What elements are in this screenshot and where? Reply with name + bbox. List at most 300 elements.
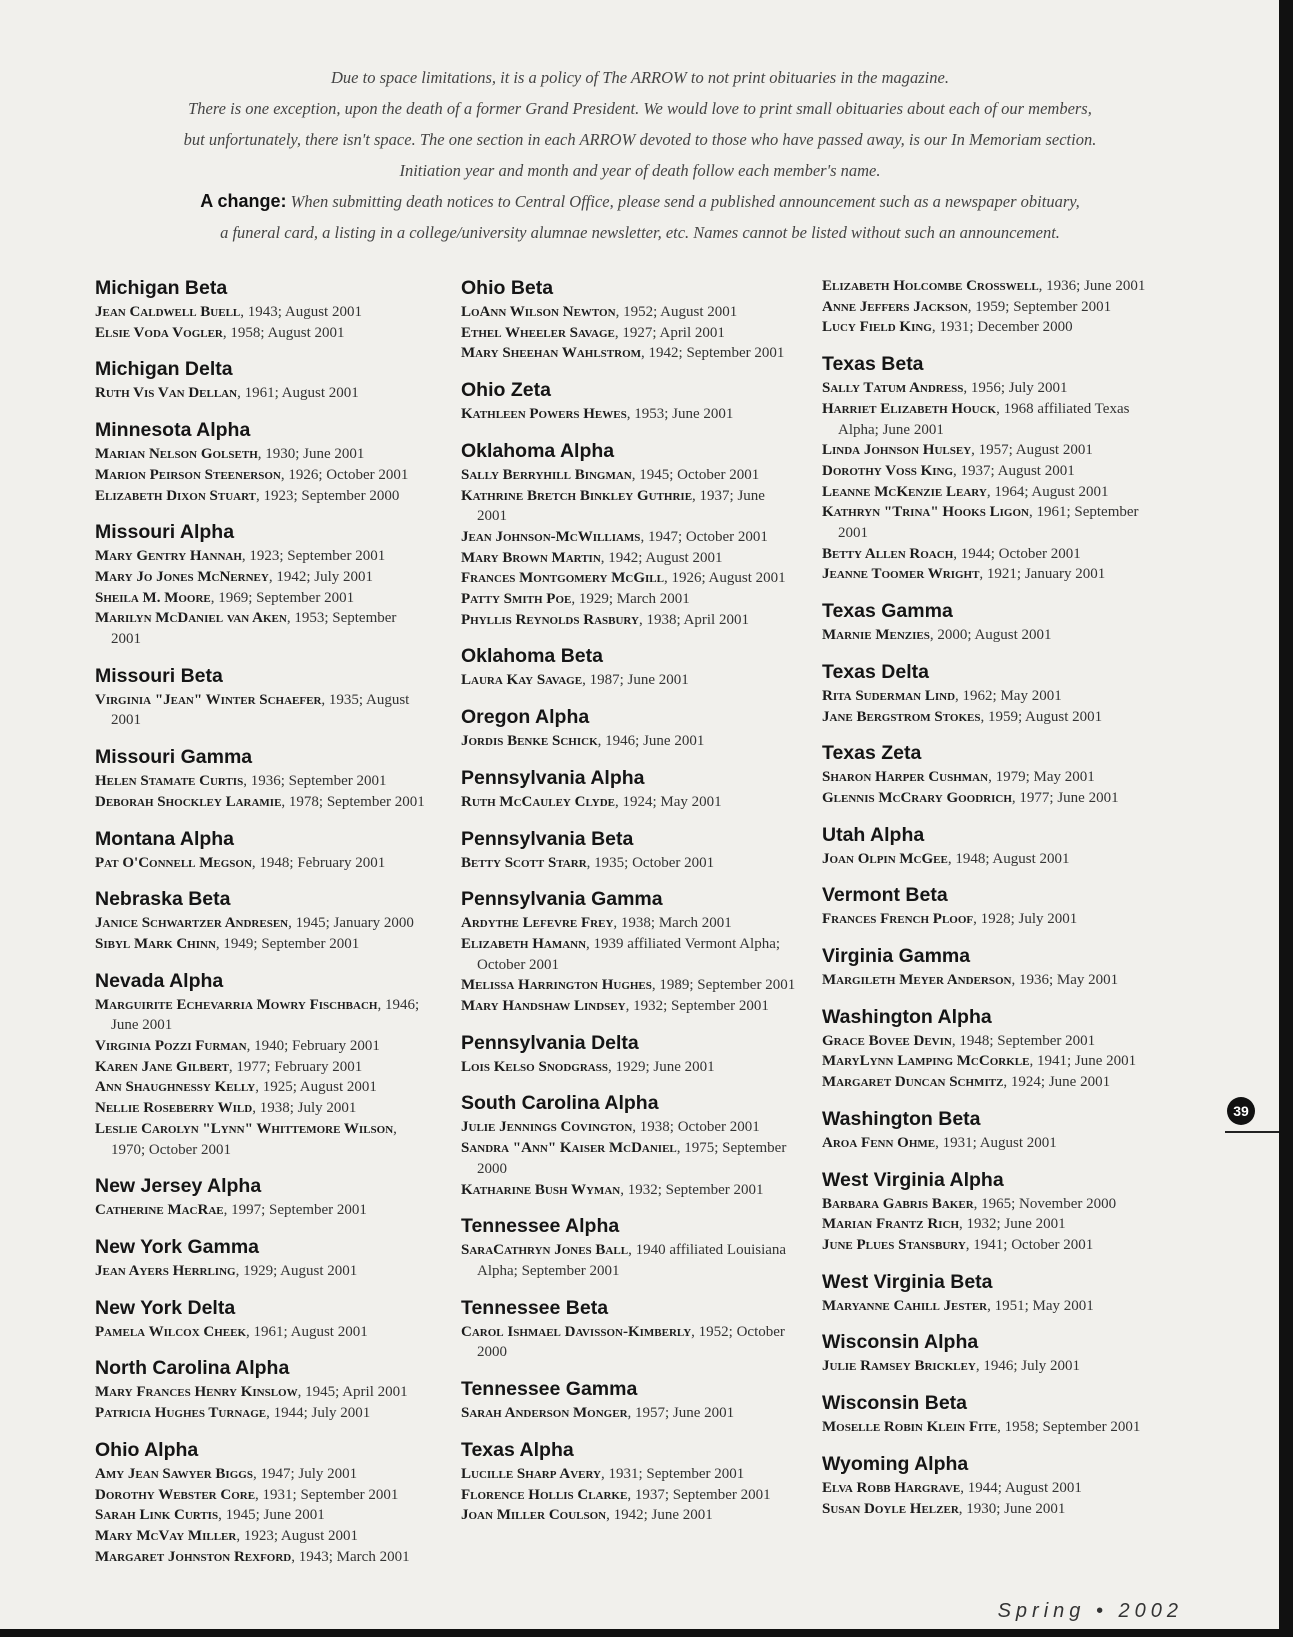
member-detail: , 1932; September 2001 xyxy=(625,998,769,1015)
member-detail: , 1941; June 2001 xyxy=(1029,1053,1137,1070)
member-detail: , 1952; October 2000 xyxy=(477,1323,785,1361)
chapter-title: Wisconsin Beta xyxy=(822,1392,968,1415)
chapter-section xyxy=(95,418,425,506)
member-detail: , 1953; June 2001 xyxy=(626,406,734,423)
member-entry xyxy=(461,548,796,569)
member-entry xyxy=(461,1117,796,1138)
chapter-section xyxy=(95,1356,425,1423)
member-name: Mary Brown Martin xyxy=(461,549,601,566)
member-entry xyxy=(461,1403,796,1424)
member-detail: , 1942; June 2001 xyxy=(606,1507,713,1524)
member-name: Mary McVay Miller xyxy=(95,1527,237,1544)
chapter-section xyxy=(822,599,1162,646)
chapter-title: Missouri Gamma xyxy=(95,746,253,769)
member-entry xyxy=(95,465,425,486)
member-detail: , 1938; October 2001 xyxy=(632,1119,760,1136)
member-detail: , 1931; December 2000 xyxy=(931,319,1073,336)
member-name: Kathryn "Trina" Hooks Ligon xyxy=(822,504,1029,521)
page-edge-bottom xyxy=(0,1629,1293,1637)
member-name: Marion Peirson Steenerson xyxy=(95,466,281,483)
member-name: Leanne McKenzie Leary xyxy=(822,483,987,500)
member-entry xyxy=(822,1478,1162,1499)
member-detail: , 1936; May 2001 xyxy=(1011,972,1119,989)
member-detail: , 1948; September 2001 xyxy=(951,1032,1096,1049)
member-name: Betty Scott Starr xyxy=(461,854,587,871)
member-name: Frances French Ploof xyxy=(822,911,974,928)
member-name: Jane Bergstrom Stokes xyxy=(822,708,981,725)
member-entry xyxy=(461,670,796,691)
member-name: June Plues Stansbury xyxy=(822,1236,966,1253)
member-detail: , 1931; September 2001 xyxy=(255,1486,399,1503)
member-detail: , 1965; November 2000 xyxy=(973,1195,1117,1212)
member-entry xyxy=(822,544,1162,565)
member-name: Karen Jane Gilbert xyxy=(95,1058,229,1075)
member-name: Linda Johnson Hulsey xyxy=(822,442,972,459)
chapter-section xyxy=(461,1214,796,1281)
member-entry xyxy=(461,486,796,527)
member-entry xyxy=(95,323,425,344)
member-entry xyxy=(822,767,1162,788)
member-detail: , 1940 affiliated Louisiana Alpha; September 2001 xyxy=(477,1242,787,1279)
member-entry xyxy=(461,934,796,975)
member-detail: , 1957; August 2001 xyxy=(971,442,1093,459)
member-entry xyxy=(461,343,796,364)
member-detail: , 1925; August 2001 xyxy=(255,1079,377,1096)
chapter-section xyxy=(461,887,796,1017)
member-entry xyxy=(95,1322,425,1343)
member-entry xyxy=(822,788,1162,809)
member-detail: , 1942; September 2001 xyxy=(641,345,785,362)
member-detail: , 1948; February 2001 xyxy=(251,854,386,871)
chapter-section xyxy=(822,1270,1162,1317)
chapter-section xyxy=(461,827,796,874)
member-entry xyxy=(461,323,796,344)
chapter-title: New Jersey Alpha xyxy=(95,1175,262,1198)
member-detail: , 1944; October 2001 xyxy=(953,545,1081,562)
member-entry xyxy=(461,792,796,813)
member-entry xyxy=(822,970,1162,991)
chapter-section xyxy=(461,766,796,813)
member-detail: , 1961; September 2001 xyxy=(838,504,1139,542)
member-detail: , 1945; April 2001 xyxy=(297,1384,408,1401)
member-name: Ruth Vis Van Dellan xyxy=(95,385,238,402)
member-name: Sally Tatum Andress xyxy=(822,380,964,397)
member-entry xyxy=(95,1505,425,1526)
member-entry xyxy=(461,1464,796,1485)
member-entry xyxy=(822,1499,1162,1520)
member-name: Leslie Carolyn "Lynn" Whittemore Wilson xyxy=(95,1120,394,1137)
member-name: Lois Kelso Snodgrass xyxy=(461,1058,608,1075)
member-entry xyxy=(95,444,425,465)
chapter-title: Utah Alpha xyxy=(822,823,925,846)
member-entry xyxy=(95,1077,425,1098)
chapter-section xyxy=(822,1005,1162,1093)
chapter-title: New York Gamma xyxy=(95,1235,260,1258)
chapter-title: Washington Alpha xyxy=(822,1005,992,1028)
member-detail: , 1944; August 2001 xyxy=(960,1479,1082,1496)
member-name: Joan Miller Coulson xyxy=(461,1507,607,1524)
member-name: Sheila M. Moore xyxy=(95,589,211,606)
chapter-section xyxy=(95,357,425,404)
chapter-section xyxy=(461,276,796,364)
change-text: When submitting death notices to Central Office, please send a published announcement such as a newspaper obituary, xyxy=(286,192,1080,211)
chapter-section xyxy=(461,1438,796,1526)
member-name: Sarah Link Curtis xyxy=(95,1507,219,1524)
chapter-title: Pennsylvania Alpha xyxy=(461,766,645,789)
chapter-section xyxy=(95,969,425,1161)
member-detail: , 1977; June 2001 xyxy=(1011,789,1119,806)
member-detail: , 1926; October 2001 xyxy=(280,466,409,483)
member-detail: , 1937; August 2001 xyxy=(953,462,1075,479)
member-detail: , 1937; September 2001 xyxy=(627,1486,771,1503)
chapter-title: Oklahoma Alpha xyxy=(461,439,615,462)
chapter-section xyxy=(95,745,425,812)
member-name: Jean Caldwell Buell xyxy=(95,304,241,320)
member-name: Florence Hollis Clarke xyxy=(461,1486,628,1503)
chapter-title: West Virginia Beta xyxy=(822,1270,993,1293)
member-name: Patty Smith Poe xyxy=(461,591,572,608)
member-entry xyxy=(822,1356,1162,1377)
member-name: Elizabeth Holcombe Crosswell xyxy=(822,278,1039,294)
member-detail: , 1932; September 2001 xyxy=(620,1181,764,1198)
member-entry xyxy=(461,589,796,610)
member-entry xyxy=(95,1464,425,1485)
member-detail: , 1989; September 2001 xyxy=(651,977,796,994)
member-name: Maryanne Cahill Jester xyxy=(822,1297,988,1314)
member-entry xyxy=(95,690,425,731)
member-name: Elva Robb Hargrave xyxy=(822,1479,961,1496)
member-entry xyxy=(822,707,1162,728)
member-name: Mary Handshaw Lindsey xyxy=(461,998,626,1015)
chapter-title: Nebraska Beta xyxy=(95,888,231,911)
member-name: Mary Jo Jones McNerney xyxy=(95,568,269,585)
member-entry xyxy=(822,1133,1162,1154)
member-name: Helen Stamate Curtis xyxy=(95,773,244,790)
member-detail: , 1923; September 2001 xyxy=(241,548,386,565)
member-name: Susan Doyle Helzer xyxy=(822,1500,959,1517)
member-detail: , 1930; June 2001 xyxy=(257,446,365,463)
chapter-title: Missouri Alpha xyxy=(95,521,235,544)
member-name: Pamela Wilcox Cheek xyxy=(95,1323,247,1340)
member-detail: , 1932; June 2001 xyxy=(959,1216,1066,1233)
member-entry xyxy=(822,1235,1162,1256)
member-entry xyxy=(95,1403,425,1424)
chapter-title: Ohio Alpha xyxy=(95,1438,199,1461)
member-entry xyxy=(461,404,796,425)
chapter-title: Texas Beta xyxy=(822,353,924,376)
chapter-section xyxy=(461,705,796,752)
chapter-title: Oklahoma Beta xyxy=(461,645,603,668)
member-detail: , 1945; June 2001 xyxy=(218,1507,325,1524)
member-name: Virginia "Jean" Winter Schaefer xyxy=(95,691,322,708)
member-entry xyxy=(461,568,796,589)
column-3 xyxy=(822,276,1162,1533)
member-name: Grace Bovee Devin xyxy=(822,1032,952,1049)
chapter-title: New York Delta xyxy=(95,1296,236,1319)
member-detail: , 1936; September 2001 xyxy=(243,773,387,790)
member-detail: , 1935; August 2001 xyxy=(111,691,410,729)
member-entry xyxy=(822,1296,1162,1317)
member-entry xyxy=(95,608,425,649)
member-name: Amy Jean Sawyer Biggs xyxy=(95,1465,253,1482)
chapter-title: North Carolina Alpha xyxy=(95,1357,290,1380)
chapter-section xyxy=(822,883,1162,930)
member-detail: , 1977; February 2001 xyxy=(228,1058,363,1075)
member-detail: , 1975; September 2000 xyxy=(477,1140,787,1177)
chapter-title: Pennsylvania Delta xyxy=(461,1031,639,1054)
chapter-section xyxy=(822,1452,1162,1519)
page-edge-right xyxy=(1279,0,1293,1637)
chapter-section xyxy=(95,276,425,343)
member-detail: , 1938; April 2001 xyxy=(638,611,749,628)
member-entry xyxy=(822,1417,1162,1438)
chapter-title: Missouri Beta xyxy=(95,664,223,687)
member-entry xyxy=(822,399,1162,440)
member-detail: , 1938; March 2001 xyxy=(613,915,732,932)
member-detail: , 1969; September 2001 xyxy=(210,589,355,606)
member-entry xyxy=(95,913,425,934)
member-entry xyxy=(95,1382,425,1403)
member-entry xyxy=(822,317,1162,338)
member-name: Sibyl Mark Chinn xyxy=(95,935,216,952)
member-entry xyxy=(822,276,1162,297)
chapter-title: Texas Alpha xyxy=(461,1438,574,1461)
member-entry xyxy=(461,302,796,323)
member-entry xyxy=(95,1200,425,1221)
member-detail: , 1997; September 2001 xyxy=(223,1202,367,1219)
member-name: Mary Frances Henry Kinslow xyxy=(95,1384,298,1401)
member-name: Lucille Sharp Avery xyxy=(461,1465,601,1482)
member-detail: , 1923; September 2000 xyxy=(256,487,400,504)
chapter-title: Pennsylvania Gamma xyxy=(461,888,663,911)
member-entry xyxy=(822,1051,1162,1072)
member-detail: , 1979; May 2001 xyxy=(988,769,1095,786)
member-entry xyxy=(461,1180,796,1201)
footer-issue: Spring • 2002 xyxy=(997,1600,1183,1622)
member-detail: , 1947; July 2001 xyxy=(252,1465,358,1482)
member-detail: , 1987; June 2001 xyxy=(582,672,689,689)
member-detail: , 1946; July 2001 xyxy=(975,1358,1080,1375)
member-detail: , 1959; August 2001 xyxy=(980,708,1103,725)
member-entry xyxy=(822,378,1162,399)
chapter-title: Montana Alpha xyxy=(95,827,235,850)
member-detail: , 1940; February 2001 xyxy=(246,1038,380,1055)
member-name: Lucy Field King xyxy=(822,319,932,336)
chapter-title: Oregon Alpha xyxy=(461,706,590,729)
change-label: A change: xyxy=(200,191,287,211)
chapter-section xyxy=(95,1174,425,1221)
member-detail: , 1946; June 2001 xyxy=(111,996,420,1034)
chapter-section xyxy=(822,823,1162,870)
chapter-section xyxy=(95,1438,425,1568)
member-name: Mary Sheehan Wahlstrom xyxy=(461,345,642,362)
member-name: Patricia Hughes Turnage xyxy=(95,1405,267,1422)
member-detail: , 1923; August 2001 xyxy=(236,1527,358,1544)
member-detail: , 1948; August 2001 xyxy=(947,850,1070,867)
member-entry xyxy=(822,1214,1162,1235)
member-entry xyxy=(461,913,796,934)
member-detail: , 1931; August 2001 xyxy=(935,1134,1057,1151)
member-detail: , 1929; March 2001 xyxy=(571,591,690,608)
member-name: MaryLynn Lamping McCorkle xyxy=(822,1053,1030,1070)
member-name: Margaret Johnston Rexford xyxy=(95,1548,292,1565)
member-detail: , 1928; July 2001 xyxy=(973,911,1078,928)
member-name: Ann Shaughnessy Kelly xyxy=(95,1079,256,1096)
chapter-title: Vermont Beta xyxy=(822,884,948,907)
member-entry xyxy=(95,486,425,507)
chapter-title: Nevada Alpha xyxy=(95,969,224,992)
member-name: Marian Nelson Golseth xyxy=(95,446,258,463)
member-detail: , 1938; July 2001 xyxy=(252,1100,357,1117)
chapter-title: Washington Beta xyxy=(822,1107,981,1130)
member-entry xyxy=(822,849,1162,870)
member-entry xyxy=(461,1322,796,1363)
member-detail: , 1970; October 2001 xyxy=(111,1120,397,1158)
member-entry xyxy=(822,461,1162,482)
member-entry xyxy=(95,588,425,609)
chapter-section xyxy=(95,520,425,650)
member-detail: , 1939 affiliated Vermont Alpha; October 2001 xyxy=(477,935,781,973)
chapter-title: Michigan Delta xyxy=(95,358,233,381)
chapter-section xyxy=(822,1168,1162,1256)
member-name: Elizabeth Hamann xyxy=(461,935,587,952)
member-name: Ruth McCauley Clyde xyxy=(461,793,615,810)
chapter-section xyxy=(822,1391,1162,1438)
member-name: Barbara Gabris Baker xyxy=(822,1195,974,1212)
member-name: Julie Jennings Covington xyxy=(461,1119,633,1136)
member-detail: , 1962; May 2001 xyxy=(955,687,1062,704)
member-name: Rita Suderman Lind xyxy=(822,687,956,704)
chapter-section xyxy=(461,1377,796,1424)
intro-line: a funeral card, a listing in a college/university alumnae newsletter, etc. Names cannot be listed without such an announcement. xyxy=(220,223,1060,242)
member-detail: , 1946; June 2001 xyxy=(597,733,705,750)
member-entry xyxy=(95,1119,425,1160)
member-detail: , 2000; August 2001 xyxy=(929,627,1052,644)
member-entry xyxy=(95,383,425,404)
member-detail: , 1958; August 2001 xyxy=(222,324,345,341)
member-name: SaraCathryn Jones Ball xyxy=(461,1242,629,1259)
member-detail: , 1945; October 2001 xyxy=(631,466,760,483)
member-name: Aroa Fenn Ohme xyxy=(822,1134,936,1151)
chapter-title: Ohio Zeta xyxy=(461,379,551,402)
member-detail: , 1961; August 2001 xyxy=(246,1323,368,1340)
member-name: Ethel Wheeler Savage xyxy=(461,324,615,341)
chapter-title: Wisconsin Alpha xyxy=(822,1331,979,1354)
member-detail: , 1978; September 2001 xyxy=(281,793,425,810)
member-detail: , 1941; October 2001 xyxy=(965,1236,1094,1253)
member-detail: , 1943; August 2001 xyxy=(240,304,362,320)
member-entry xyxy=(822,440,1162,461)
column-1 xyxy=(95,276,425,1581)
chapter-section xyxy=(95,664,425,731)
member-name: Janice Schwartzer Andresen xyxy=(95,915,289,932)
member-name: Kathleen Powers Hewes xyxy=(461,406,627,423)
member-entry xyxy=(95,934,425,955)
member-name: Phyllis Reynolds Rasbury xyxy=(461,611,639,628)
member-entry xyxy=(95,792,425,813)
member-detail: , 1943; March 2001 xyxy=(291,1548,410,1565)
chapter-section xyxy=(822,276,1162,338)
chapter-section xyxy=(95,827,425,874)
chapter-title: Michigan Beta xyxy=(95,277,228,299)
member-entry xyxy=(461,527,796,548)
chapter-section xyxy=(822,660,1162,727)
chapter-section xyxy=(461,1031,796,1078)
member-entry xyxy=(461,996,796,1017)
member-detail: , 1957; June 2001 xyxy=(627,1405,735,1422)
chapter-title: Tennessee Gamma xyxy=(461,1378,638,1401)
member-entry xyxy=(95,1057,425,1078)
member-name: Deborah Shockley Laramie xyxy=(95,793,282,810)
member-detail: , 1945; January 2000 xyxy=(288,915,414,932)
chapter-section xyxy=(95,887,425,954)
member-name: Harriet Elizabeth Houck xyxy=(822,400,997,417)
member-name: Ardythe Lefevre Frey xyxy=(461,915,614,932)
member-entry xyxy=(95,302,425,323)
chapter-section xyxy=(822,352,1162,585)
member-entry xyxy=(461,853,796,874)
chapter-title: Tennessee Beta xyxy=(461,1296,609,1319)
member-entry xyxy=(461,1505,796,1526)
chapter-section xyxy=(822,1330,1162,1377)
member-detail: , 1929; June 2001 xyxy=(607,1058,715,1075)
member-detail: , 1936; June 2001 xyxy=(1038,278,1146,294)
member-detail: , 1953; September 2001 xyxy=(111,610,397,648)
member-entry xyxy=(822,625,1162,646)
chapter-title: Texas Gamma xyxy=(822,600,953,623)
intro-line: Due to space limitations, it is a policy of The ARROW to not print obituaries in the magazine. xyxy=(331,68,949,87)
member-name: Jeanne Toomer Wright xyxy=(822,566,980,583)
chapter-title: Texas Zeta xyxy=(822,742,922,765)
member-detail: , 1942; July 2001 xyxy=(268,568,373,585)
member-entry xyxy=(95,771,425,792)
member-detail: , 1944; July 2001 xyxy=(266,1405,371,1422)
member-entry xyxy=(95,853,425,874)
member-name: Anne Jeffers Jackson xyxy=(822,298,968,315)
member-entry xyxy=(822,297,1162,318)
member-name: Kathrine Bretch Binkley Guthrie xyxy=(461,487,693,504)
member-name: Moselle Robin Klein Fite xyxy=(822,1419,998,1436)
member-entry xyxy=(822,1072,1162,1093)
member-detail: , 1947; October 2001 xyxy=(640,528,768,545)
member-entry xyxy=(461,975,796,996)
member-entry xyxy=(461,1138,796,1179)
column-2 xyxy=(461,276,796,1540)
member-name: Mary Gentry Hannah xyxy=(95,548,242,565)
member-detail: , 1949; September 2001 xyxy=(215,935,360,952)
member-entry xyxy=(822,502,1162,543)
chapter-section xyxy=(461,439,796,631)
intro-line: Initiation year and month and year of death follow each member's name. xyxy=(399,161,881,180)
member-name: Elizabeth Dixon Stuart xyxy=(95,487,256,504)
member-entry xyxy=(95,1547,425,1568)
chapter-section xyxy=(461,644,796,691)
member-entry xyxy=(461,1057,796,1078)
chapter-section xyxy=(822,741,1162,808)
member-entry xyxy=(461,1485,796,1506)
member-name: Julie Ramsey Brickley xyxy=(822,1358,976,1375)
member-entry xyxy=(95,1098,425,1119)
member-name: Dorothy Voss King xyxy=(822,462,954,479)
member-entry xyxy=(822,1194,1162,1215)
member-entry xyxy=(822,909,1162,930)
member-name: Virginia Pozzi Furman xyxy=(95,1038,247,1055)
member-name: Betty Allen Roach xyxy=(822,545,954,562)
member-detail: , 1926; August 2001 xyxy=(663,570,786,587)
member-detail: , 1951; May 2001 xyxy=(987,1297,1094,1314)
chapter-section xyxy=(822,1107,1162,1154)
member-entry xyxy=(95,1485,425,1506)
